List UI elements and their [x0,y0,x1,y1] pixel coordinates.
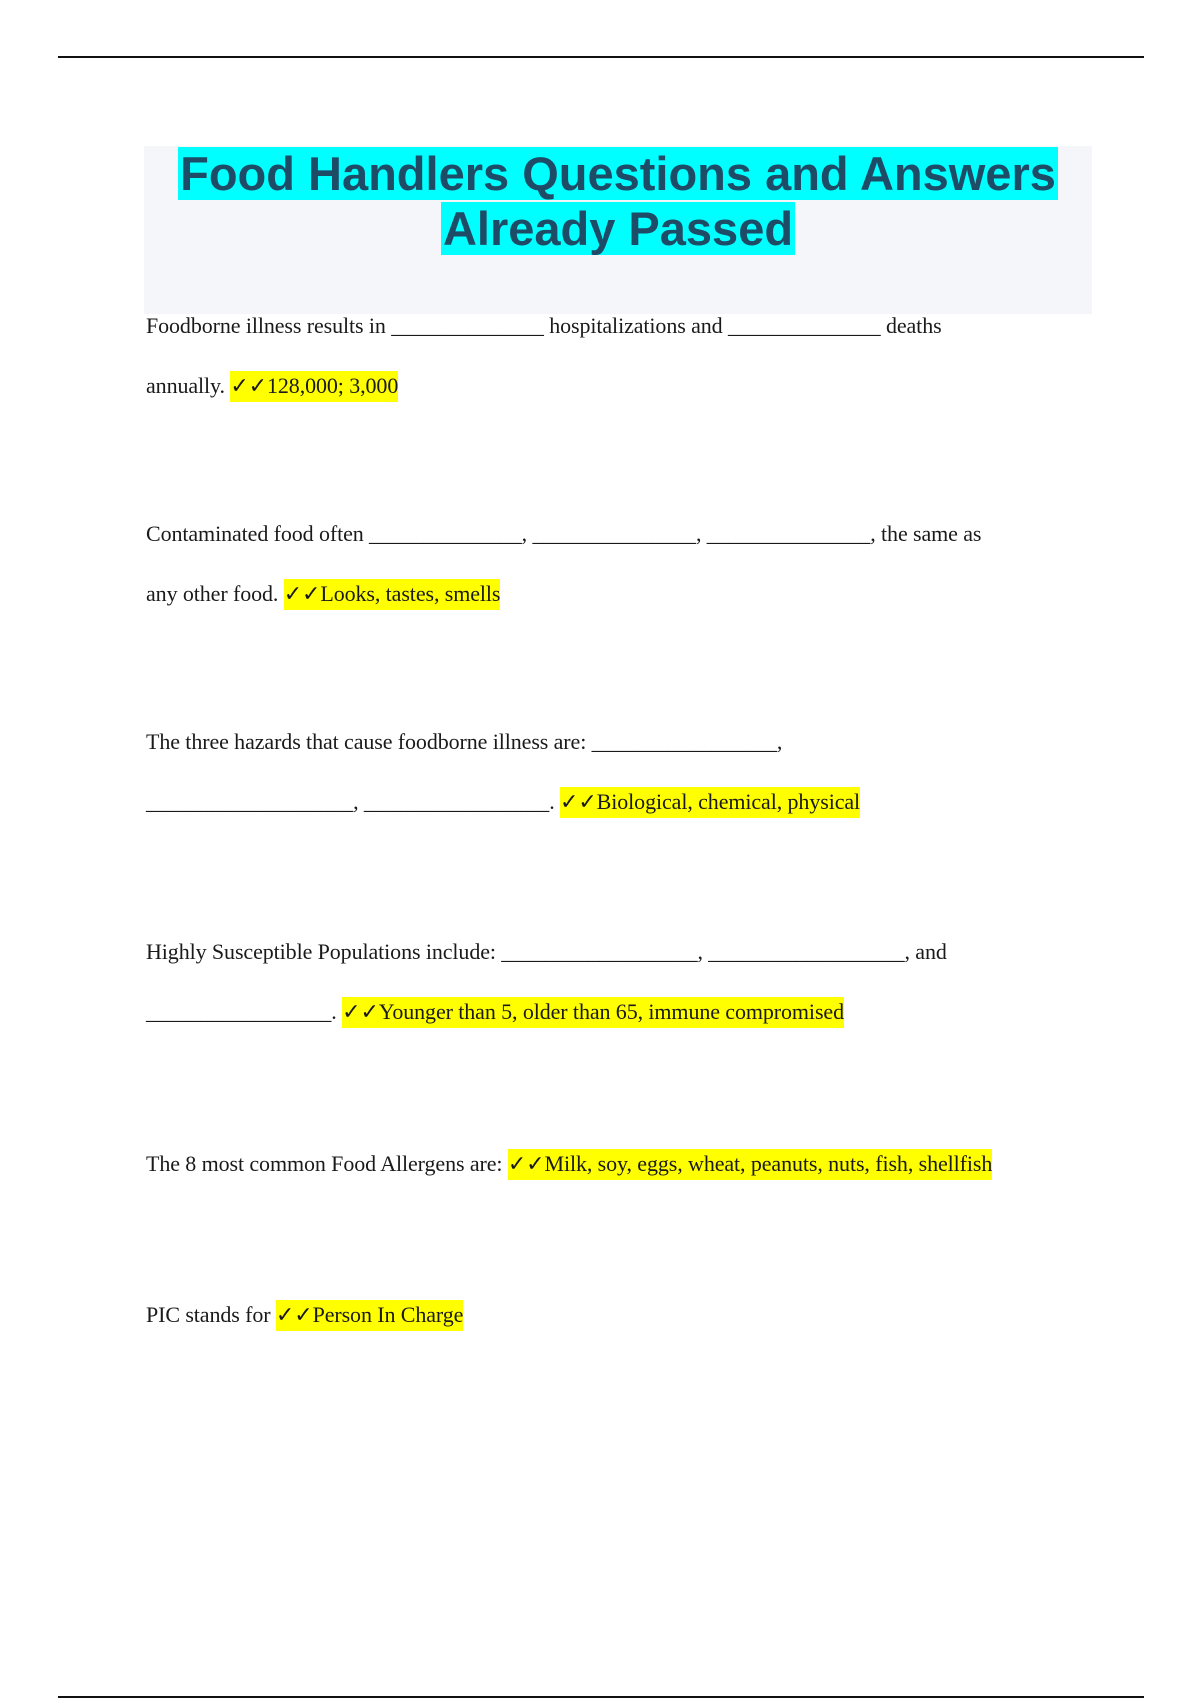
question-block-3 [146,712,1096,832]
answer-1: ✓✓128,000; 3,000 [230,371,398,402]
question-block-2 [146,504,1096,624]
question-block-6 [146,1285,1096,1345]
document-title [144,146,1092,256]
answer-4: ✓✓Younger than 5, older than 65, immune compromised [342,997,844,1028]
question-1-line-1: Foodborne illness results in ______________ hospitalizations and ______________ deaths [146,313,942,338]
question-3-line-1: The three hazards that cause foodborne illness are: _________________, [146,729,783,754]
header-rule [58,56,1144,58]
question-4-line-2: _________________. [146,999,337,1024]
title-line-2: Already Passed [442,202,794,255]
answer-6: ✓✓Person In Charge [276,1300,463,1331]
answer-2: ✓✓Looks, tastes, smells [284,579,501,610]
question-6-line-1: PIC stands for [146,1302,271,1327]
question-3-line-2: ___________________, _________________. [146,789,555,814]
answer-3: ✓✓Biological, chemical, physical [560,787,860,818]
title-line-1: Food Handlers Questions and Answers [180,147,1056,200]
question-4-line-1: Highly Susceptible Populations include: __________________, __________________, and [146,939,947,964]
question-1-line-2: annually. [146,373,225,398]
question-block-4 [146,922,1096,1042]
footer-rule [58,1696,1144,1698]
answer-5: ✓✓Milk, soy, eggs, wheat, peanuts, nuts, fish, shellfish [508,1149,992,1180]
question-2-line-1: Contaminated food often ______________, _______________, _______________, the same as [146,521,982,546]
question-2-line-2: any other food. [146,581,279,606]
question-block-5 [146,1134,1096,1194]
question-5-line-1: The 8 most common Food Allergens are: [146,1151,503,1176]
question-block-1 [146,296,1096,416]
